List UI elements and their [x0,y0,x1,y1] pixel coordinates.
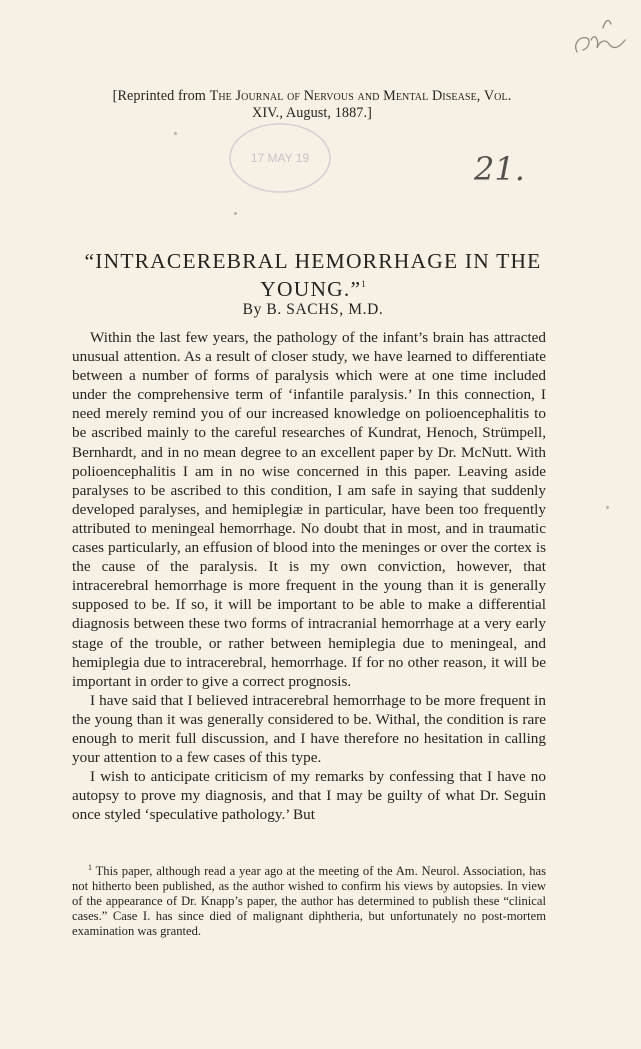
reprint-prefix: [Reprinted from [112,88,210,104]
library-stamp [222,120,342,210]
journal-name: The Journal of Nervous and Mental Disease, Vol. [209,88,512,104]
title-footnote-ref: 1 [361,279,366,289]
article-title [68,250,558,301]
reprint-citation [62,88,562,122]
footnote [72,860,546,939]
body-paragraph: I have said that I believed intracerebral hemorrhage to be more frequent in the young than it was generally considered to be. Withal, the condition is rare enough to merit full discussion, and I have therefore no hesitation in calling your attention to a few cases of this type. [72,691,546,767]
handwritten-number-text: 21. [474,150,525,188]
title-line-2: YOUNG.” [260,277,362,301]
pencil-scribble-mark [569,14,629,60]
article-body [72,328,546,824]
paper-speck [174,132,177,135]
stamp-text: 17 MAY 19 [250,151,310,165]
paper-speck [606,506,609,509]
paper-speck [234,212,237,215]
footnote-marker: 1 [88,863,92,872]
author-byline: By B. SACHS, M.D. [242,301,384,318]
handwritten-number [470,146,542,190]
body-paragraph: I wish to anticipate criticism of my remarks by confessing that I have no autopsy to prove my diagnosis, and that I may be guilty of what Dr. Seguin once styled ‘speculative pathology.’ But [72,768,546,824]
reprint-volume-date: XIV., August, 1887.] [252,105,372,121]
title-line-1: “INTRACEREBRAL HEMORRHAGE IN THE [84,249,542,273]
body-paragraph: Within the last few years, the pathology of the infant’s brain has attracted unusual attention. As a result of closer study, we have learned to differentiate between a number of forms of paralysis which were at one time included under the comprehensive term of ‘infantile paralysis.’ In this connection, I need merely remind you of our increased knowledge on polioencephalitis to be ascribed mainly to the careful researches of Kundrat, Henoch, Strümpell, Bernhardt, and in no mean degree to an excellent paper by Dr. McNutt. With polioencephalitis I am in no wise concerned in this paper. Leaving aside paralyses to be ascribed to this condition, I am safe in saying that suddenly developed paralyses, and hemiplegiæ in particular, have been too frequently attributed to meningeal hemorrhage. No doubt that in most, and in traumatic cases particularly, an effusion of blood into the meninges or over the cortex is the cause of the paralysis. It is my own conviction, however, that intracerebral hemorrhage is more frequent in the young than it is generally supposed to be. If so, it will be important to be able to make a differential diagnosis between these two forms of intracranial hemorrhage at a very early stage of the trouble, or rather between hemiplegia due to meningeal, and hemiplegia due to intracerebral, hemorrhage. If for no other reason, it will be important in order to give a correct prognosis. [72,329,546,690]
footnote-text: This paper, although read a year ago at the meeting of the Am. Neurol. Association, has not hitherto been published, as the author wished to confirm his views by autopsies. In view of the appearance of Dr. Knapp’s paper, the author has determined to publish these “clinical cases.” Case I. has since died of malignant diphtheria, but unfortunately no post-mortem examination was granted. [72,864,546,939]
